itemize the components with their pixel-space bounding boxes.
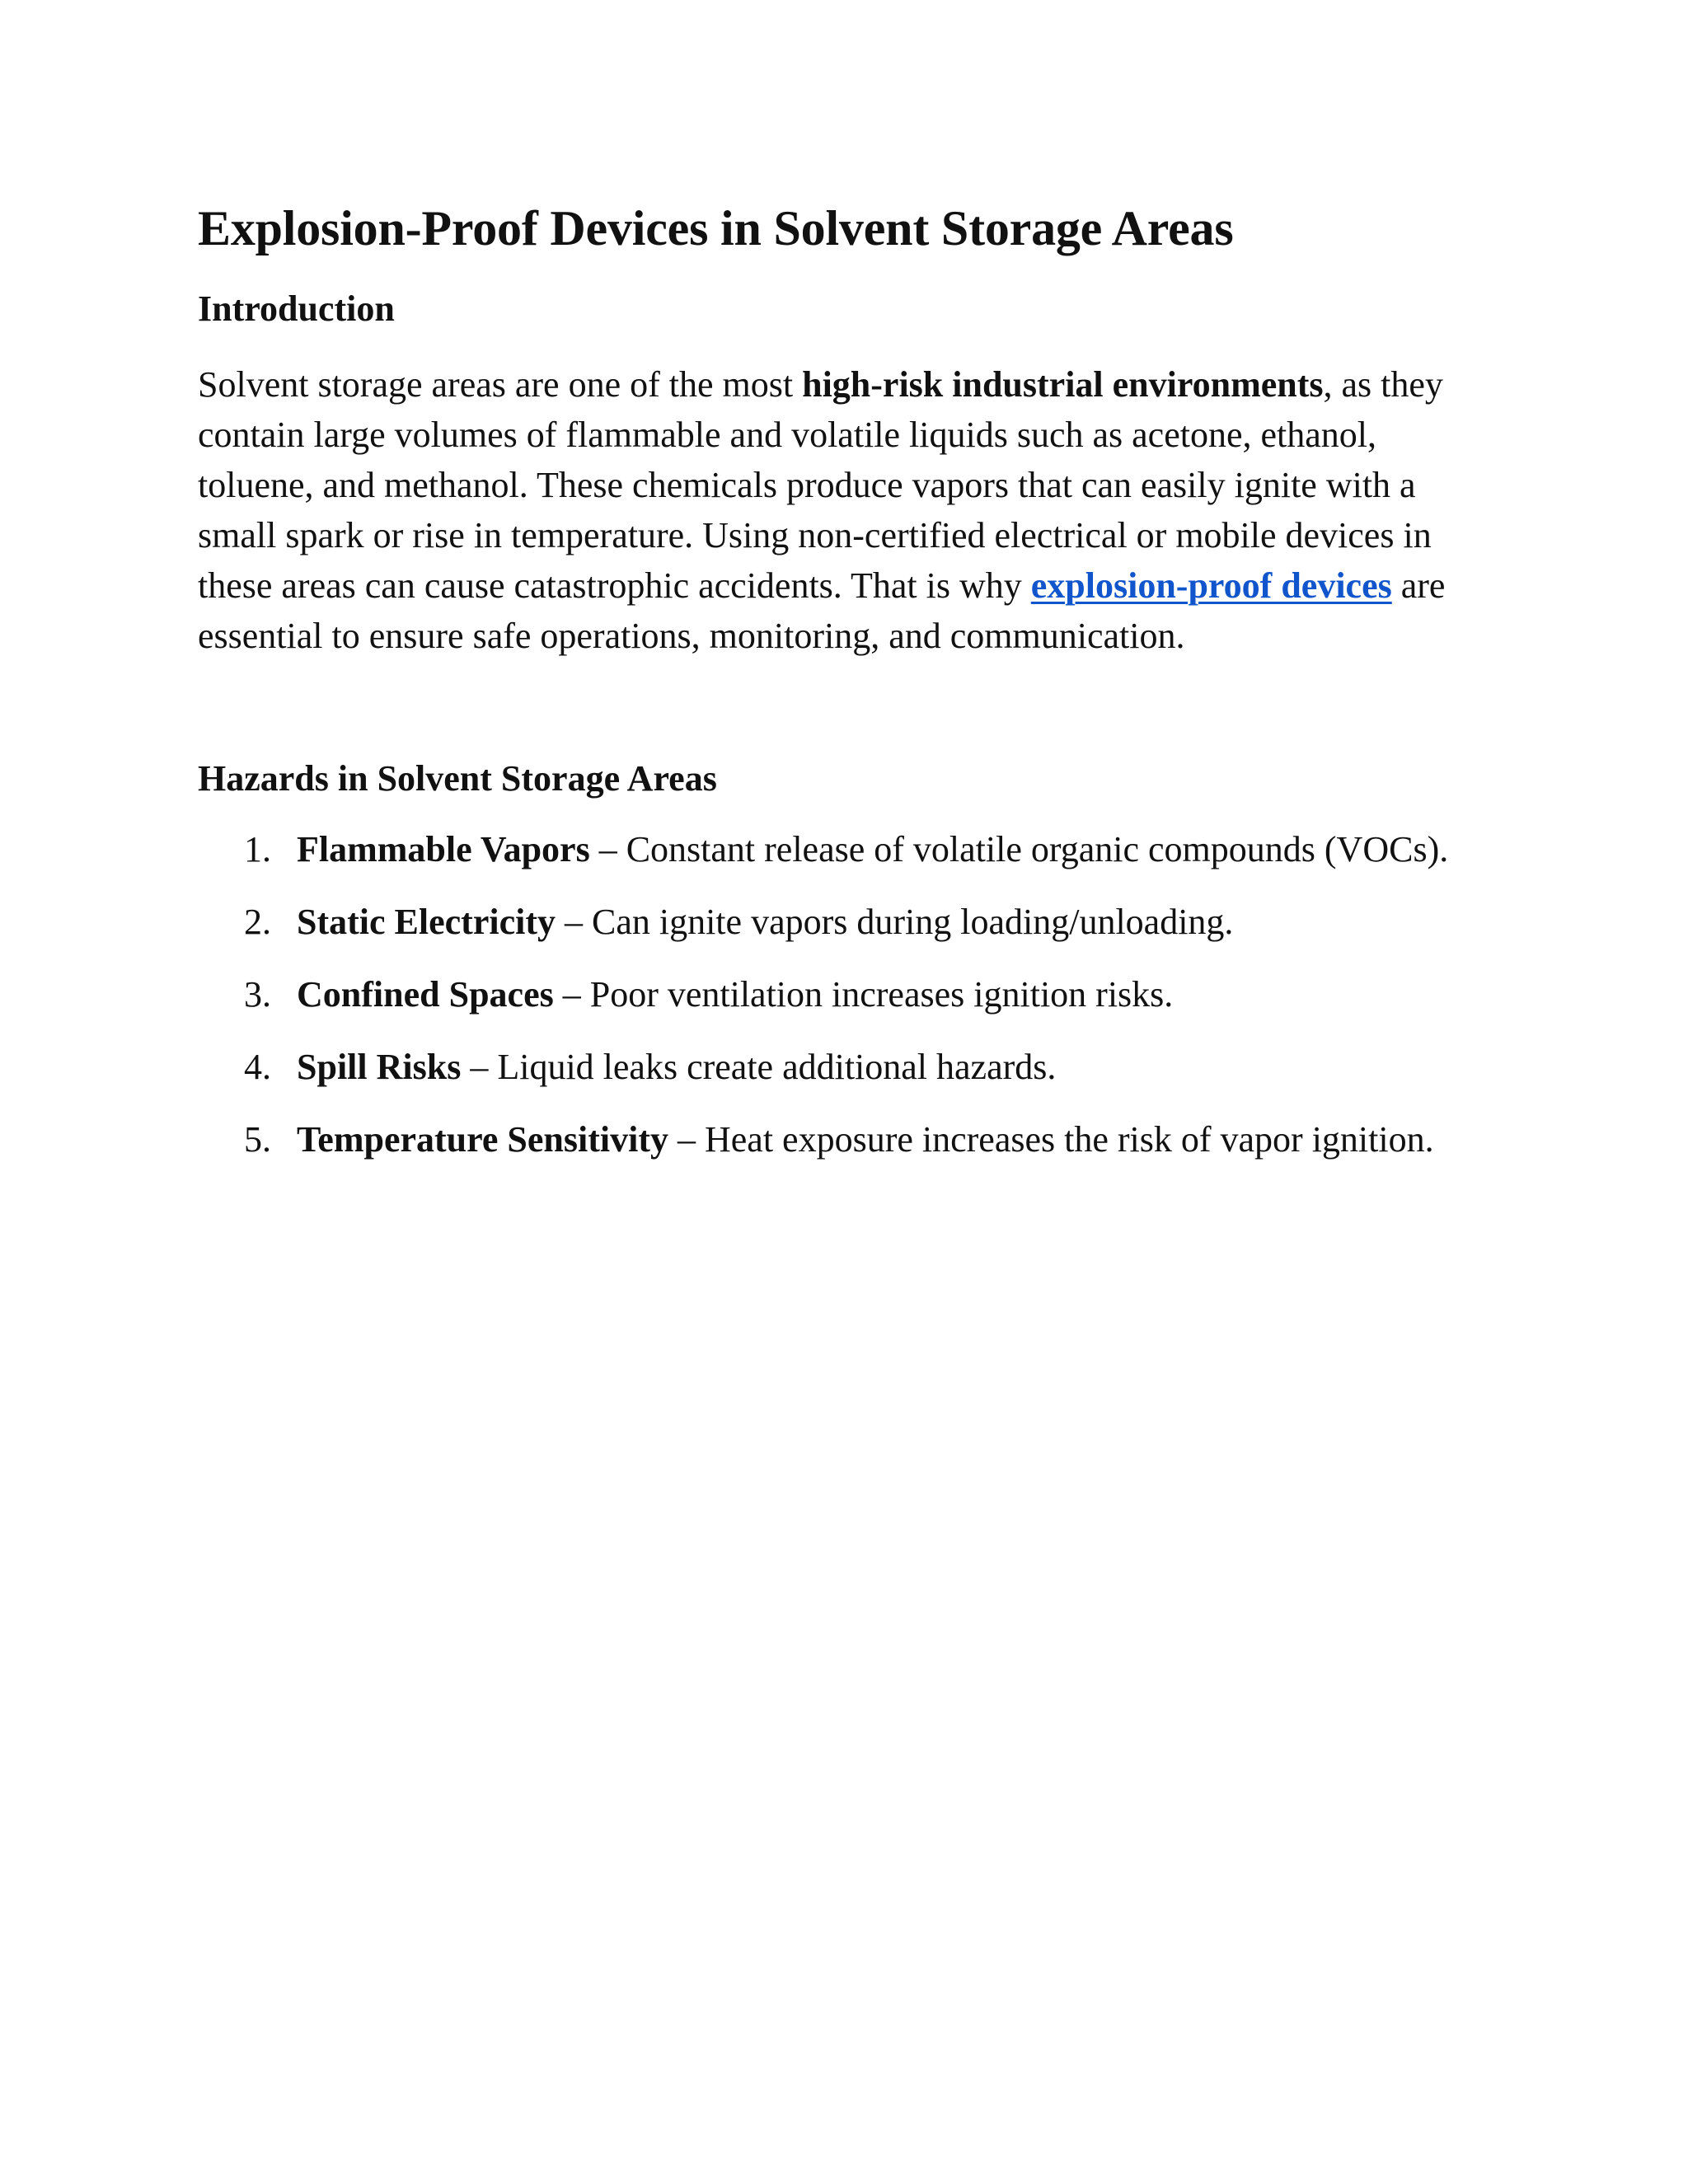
hazard-term: Spill Risks xyxy=(297,1047,462,1087)
intro-bold-phrase: high-risk industrial environments xyxy=(802,364,1324,405)
list-number: 5. xyxy=(244,1119,271,1160)
hazard-term: Temperature Sensitivity xyxy=(297,1119,668,1160)
introduction-heading: Introduction xyxy=(198,288,395,329)
hazards-heading: Hazards in Solvent Storage Areas xyxy=(198,758,717,799)
hazard-description: – Constant release of volatile organic compounds (VOCs). xyxy=(589,829,1449,869)
document-page xyxy=(198,191,1484,1187)
hazard-term: Static Electricity xyxy=(297,902,556,942)
list-number: 4. xyxy=(244,1047,271,1087)
list-number: 3. xyxy=(244,974,271,1015)
list-item xyxy=(198,969,1484,1019)
list-number: 1. xyxy=(244,829,271,869)
hazard-description: – Liquid leaks create additional hazards. xyxy=(461,1047,1057,1087)
introduction-paragraph xyxy=(198,359,1484,661)
hazard-term: Flammable Vapors xyxy=(297,829,590,869)
document-title: Explosion-Proof Devices in Solvent Storage Areas xyxy=(198,201,1234,255)
list-item xyxy=(198,1042,1484,1092)
intro-text-2: , as they contain large volumes of flammable and volatile liquids such as acetone, ethanol, toluene, and methanol. These chemicals produce vapors that can easily ignite with a small spark or rise in temperature. Using non-certified electrical or mobile devices in these areas can cause catastrophic accidents. That is why xyxy=(198,364,1443,606)
hazards-list xyxy=(198,824,1484,1165)
list-item xyxy=(198,897,1484,947)
intro-text-3: are essential to ensure safe operations, monitoring, and communication. xyxy=(198,565,1446,656)
intro-text-1: Solvent storage areas are one of the most xyxy=(198,364,803,405)
list-number: 2. xyxy=(244,902,271,942)
hazard-description: – Poor ventilation increases ignition risks. xyxy=(553,974,1174,1015)
list-item xyxy=(198,1114,1484,1165)
explosion-proof-devices-link[interactable]: explosion-proof devices xyxy=(1030,565,1392,606)
hazard-description: – Heat exposure increases the risk of vapor ignition. xyxy=(668,1119,1434,1160)
hazard-term: Confined Spaces xyxy=(297,974,554,1015)
hazard-description: – Can ignite vapors during loading/unloading. xyxy=(555,902,1234,942)
list-item xyxy=(198,824,1484,874)
